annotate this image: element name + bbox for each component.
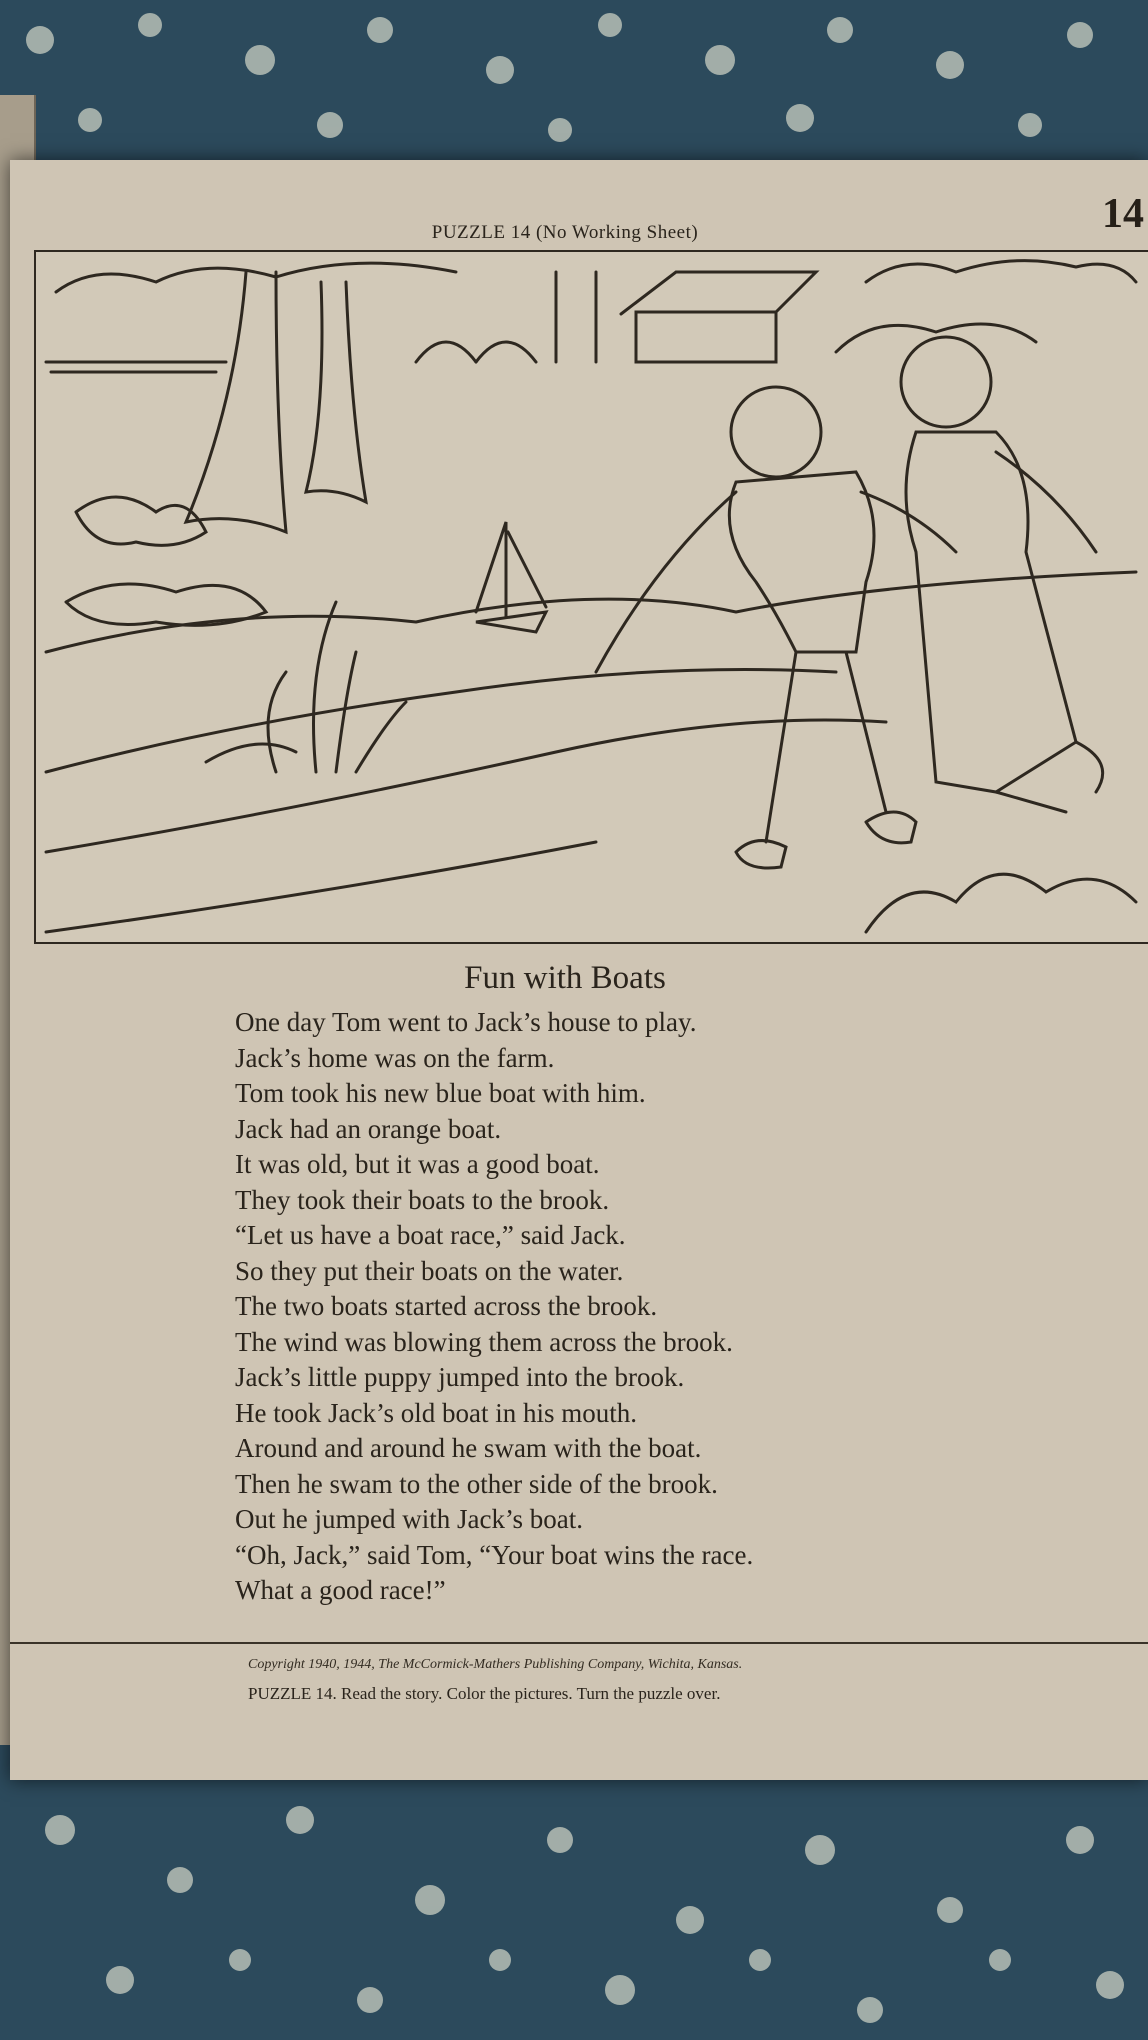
workbook-page — [10, 160, 1148, 1780]
story-line: Jack’s little puppy jumped into the brook. — [235, 1362, 685, 1392]
story-line: Jack had an orange boat. — [235, 1113, 502, 1144]
story-line: One day Tom went to Jack’s house to play. — [235, 1007, 697, 1037]
story-line: So they put their boats on the water. — [235, 1255, 624, 1286]
puzzle-header: PUZZLE 14 (No Working Sheet) — [431, 222, 699, 243]
story-text — [235, 1005, 753, 1609]
story-line: Around and around he swam with the boat. — [235, 1433, 702, 1463]
footer-divider — [10, 1642, 1148, 1644]
story-line: What a good race!” — [235, 1575, 446, 1605]
story-line: It was old, but it was a good boat. — [235, 1149, 600, 1179]
boys-sailing-boats-on-brook-illustration — [34, 250, 1148, 944]
story-line: The wind was blowing them across the brook. — [235, 1326, 733, 1357]
story-line: The two boats started across the brook. — [235, 1291, 658, 1321]
story-line: Tom took his new blue boat with him. — [235, 1078, 646, 1108]
story-line: They took their boats to the brook. — [235, 1184, 610, 1215]
story-line: Out he jumped with Jack’s boat. — [235, 1504, 583, 1534]
story-line: He took Jack’s old boat in his mouth. — [235, 1397, 637, 1428]
story-line: “Let us have a boat race,” said Jack. — [235, 1220, 626, 1250]
copyright-notice: Copyright 1940, 1944, The McCormick-Mathers Publishing Company, Wichita, Kansas. — [248, 1657, 743, 1672]
story-line: Then he swam to the other side of the brook. — [235, 1468, 718, 1499]
puzzle-instructions: PUZZLE 14. Read the story. Color the pictures. Turn the puzzle over. — [248, 1684, 721, 1703]
story-line: Jack’s home was on the farm. — [235, 1042, 555, 1073]
story-line: “Oh, Jack,” said Tom, “Your boat wins the race. — [235, 1539, 754, 1570]
page-number: 14 — [1102, 191, 1144, 237]
story-title: Fun with Boats — [464, 960, 666, 996]
